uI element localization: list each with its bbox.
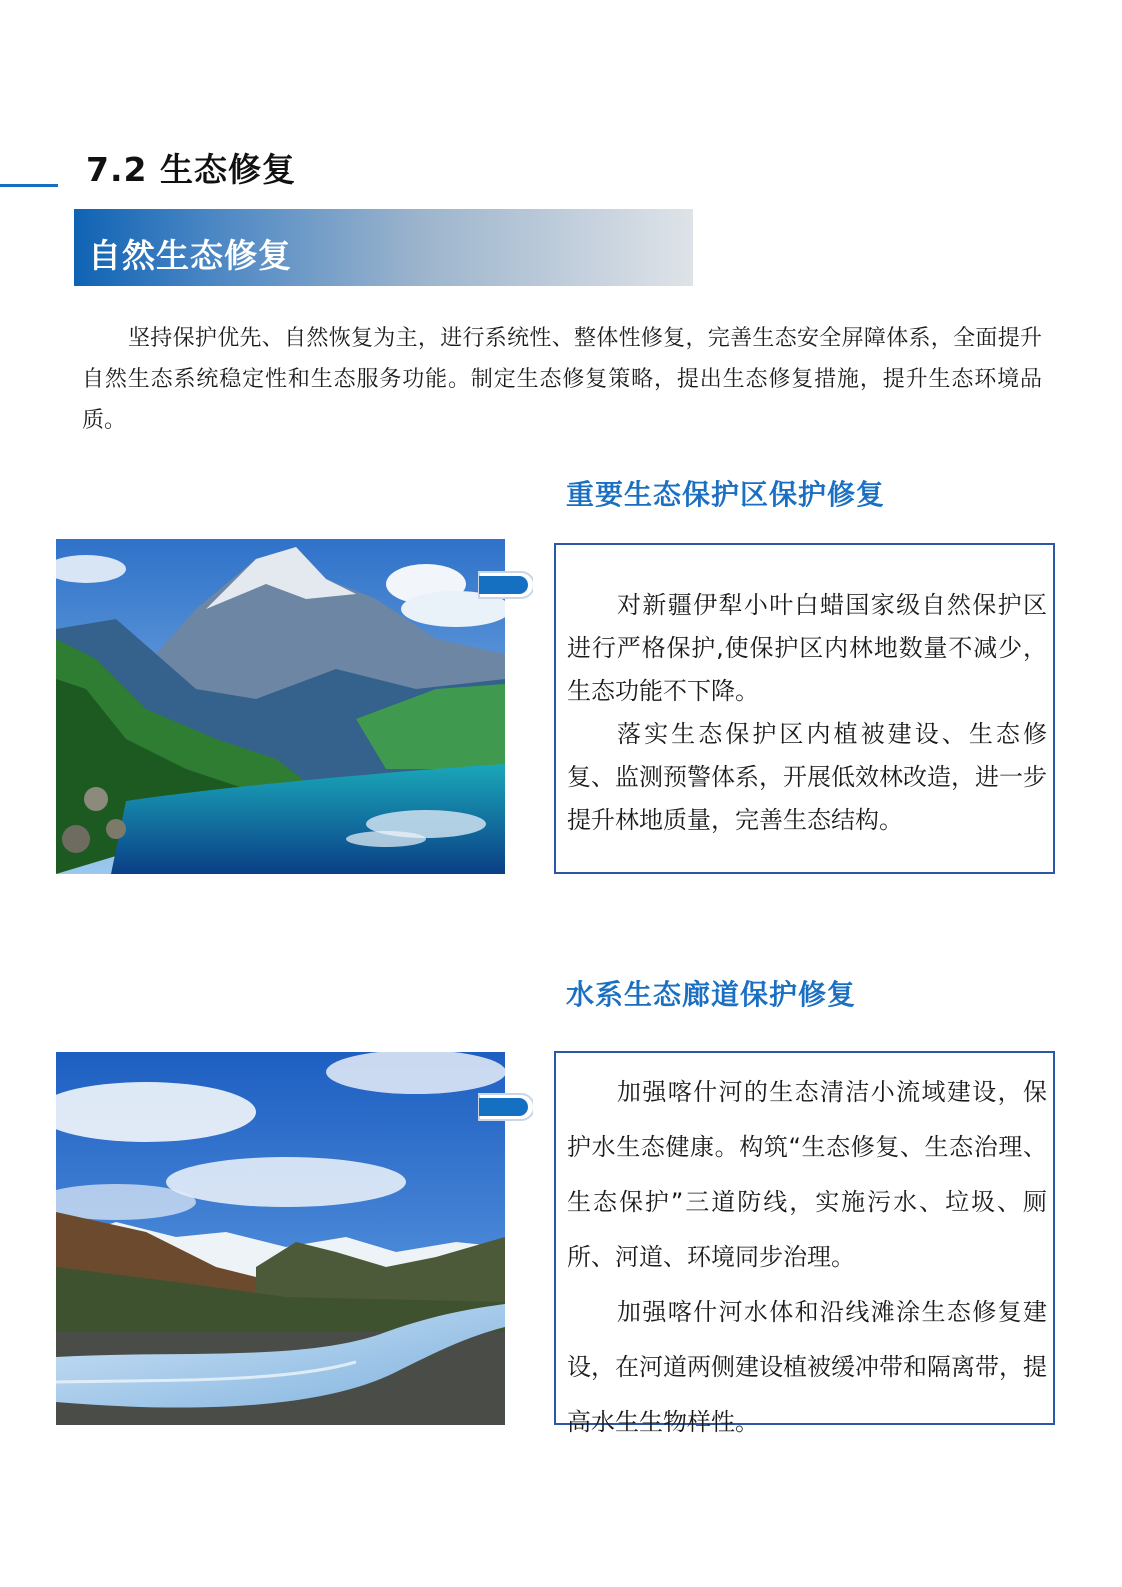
mountain-lake-photo — [56, 539, 505, 874]
banner-title: 自然生态修复 — [88, 236, 292, 275]
block-2-paragraph-2: 加强喀什河水体和沿线滩涂生态修复建设，在河道两侧建设植被缓冲带和隔离带，提高水生生物样性。 — [567, 1298, 1047, 1436]
block-1-heading: 重要生态保护区保护修复 — [566, 478, 886, 511]
section-title: 7.2 生态修复 — [86, 150, 296, 189]
intro-paragraph: 坚持保护优先、自然恢复为主，进行系统性、整体性修复，完善生态安全屏障体系，全面提升自然生态系统稳定性和生态服务功能。制定生态修复策略，提出生态修复措施，提升生态环境品质。 — [82, 326, 1042, 433]
block-1-paragraph-1: 对新疆伊犁小叶白蜡国家级自然保护区进行严格保护,使保护区内林地数量不减少，生态功能不下降。 — [567, 591, 1047, 705]
block-1-paragraph-2: 落实生态保护区内植被建设、生态修复、监测预警体系，开展低效林改造，进一步提升林地质量，完善生态结构。 — [567, 720, 1047, 834]
block-1-textbox — [554, 543, 1055, 874]
block-2-heading: 水系生态廊道保护修复 — [566, 978, 857, 1011]
river-valley-photo — [56, 1052, 505, 1425]
callout-tab-2 — [473, 1092, 533, 1122]
section-rule — [0, 184, 58, 187]
block-2-textbox — [554, 1051, 1055, 1436]
block-2-paragraph-1: 加强喀什河的生态清洁小流域建设，保护水生态健康。构筑“生态修复、生态治理、生态保护”三道防线，实施污水、垃圾、厕所、河道、环境同步治理。 — [567, 1078, 1047, 1271]
callout-tab-1 — [473, 570, 533, 600]
